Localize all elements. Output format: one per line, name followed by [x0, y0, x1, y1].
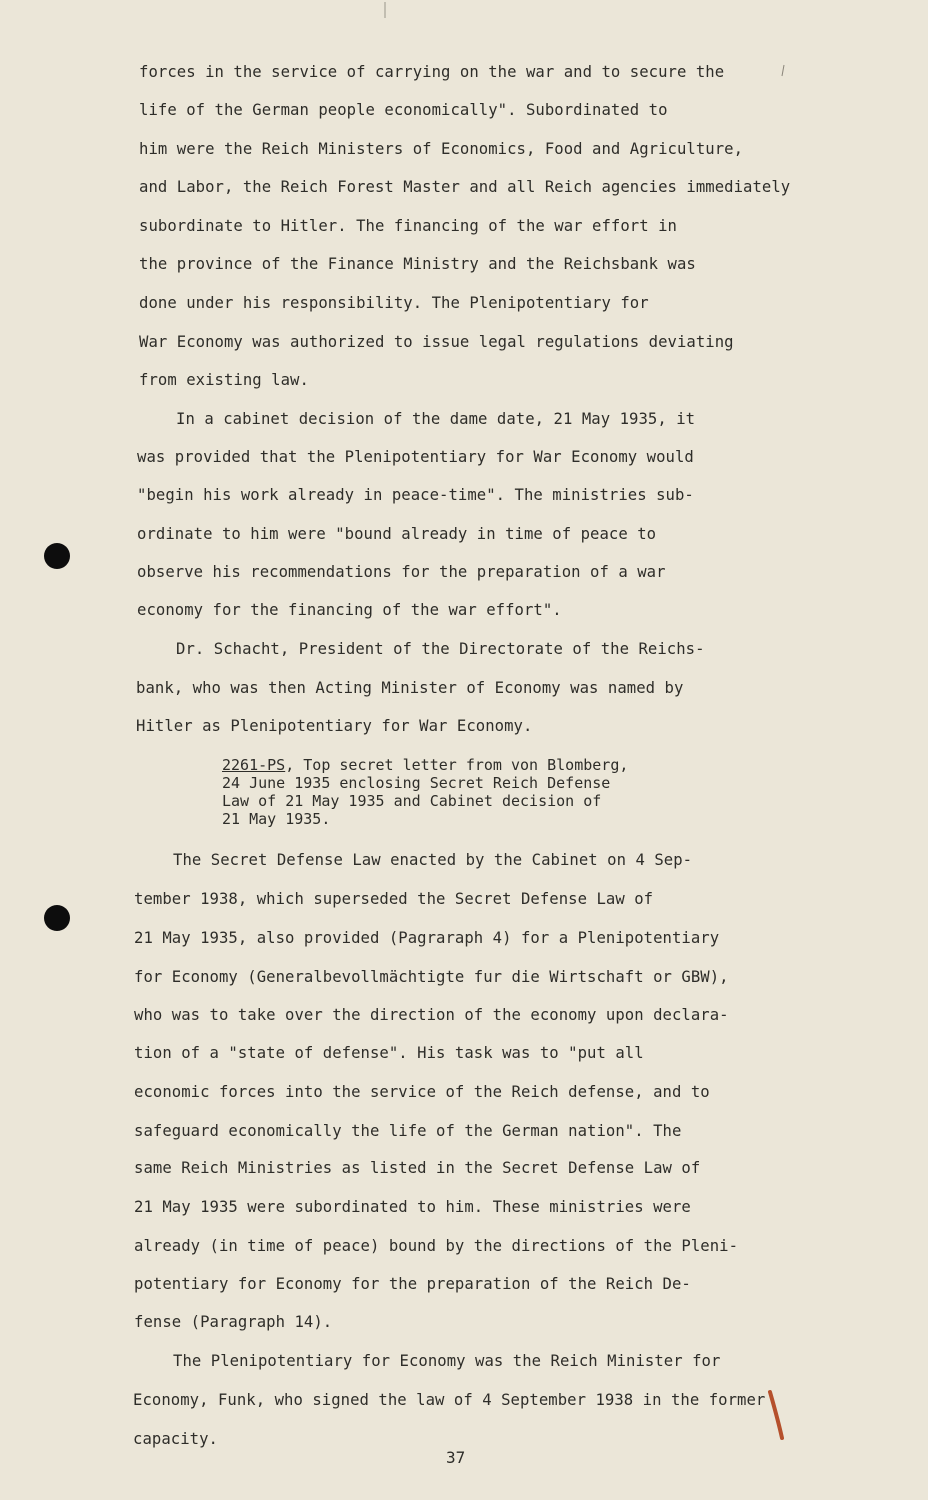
citation-line — [222, 757, 628, 774]
text-line: 21 May 1935, also provided (Pagraraph 4) for a Plenipotentiary — [134, 929, 720, 947]
text-line: Hitler as Plenipotentiary for War Economy. — [136, 717, 533, 735]
stray-mark — [382, 0, 388, 20]
text-line: fense (Paragraph 14). — [134, 1313, 333, 1331]
punch-hole — [44, 543, 70, 569]
text-line: subordinate to Hitler. The financing of the war effort in — [139, 217, 677, 235]
text-line: for Economy (Generalbevollmächtigte fur die Wirtschaft or GBW), — [134, 968, 729, 986]
text-line: tember 1938, which superseded the Secret Defense Law of — [134, 890, 654, 908]
text-line: The Secret Defense Law enacted by the Cabinet on 4 Sep- — [173, 851, 693, 869]
text-line: 21 May 1935 were subordinated to him. These ministries were — [134, 1198, 691, 1216]
stray-mark — [780, 64, 786, 78]
citation-line: Law of 21 May 1935 and Cabinet decision of — [222, 792, 602, 810]
text-line: War Economy was authorized to issue legal regulations deviating — [139, 333, 734, 351]
text-line: life of the German people economically". Subordinated to — [139, 101, 668, 119]
text-line: was provided that the Plenipotentiary for War Economy would — [137, 448, 694, 466]
text-line: potentiary for Economy for the preparation of the Reich De- — [134, 1275, 691, 1293]
citation-line: 21 May 1935. — [222, 810, 331, 828]
text-line: "begin his work already in peace-time". The ministries sub- — [137, 486, 694, 504]
document-id: 2261-PS — [222, 756, 286, 774]
text-line: him were the Reich Ministers of Economics, Food and Agriculture, — [139, 140, 744, 158]
text-line: from existing law. — [139, 371, 309, 389]
text-line: observe his recommendations for the preparation of a war — [137, 563, 666, 581]
page-number: 37 — [446, 1448, 466, 1467]
text-line: economic forces into the service of the Reich defense, and to — [134, 1083, 710, 1101]
text-line: tion of a "state of defense". His task was to "put all — [134, 1044, 644, 1062]
text-line: In a cabinet decision of the dame date, 21 May 1935, it — [176, 410, 696, 428]
text-line: safeguard economically the life of the German nation". The — [134, 1122, 682, 1140]
punch-hole — [44, 905, 70, 931]
text-line: bank, who was then Acting Minister of Economy was named by — [136, 679, 684, 697]
text-line: economy for the financing of the war effort". — [137, 601, 562, 619]
text-line: the province of the Finance Ministry and the Reichsbank was — [139, 255, 696, 273]
text-line: The Plenipotentiary for Economy was the Reich Minister for — [173, 1352, 721, 1370]
pencil-mark — [764, 1388, 790, 1448]
citation-text: , Top secret letter from von Blomberg, — [285, 756, 629, 774]
text-line: same Reich Ministries as listed in the Secret Defense Law of — [134, 1159, 701, 1177]
text-line: capacity. — [133, 1430, 218, 1448]
text-line: who was to take over the direction of the economy upon declara- — [134, 1006, 729, 1024]
text-line: ordinate to him were "bound already in time of peace to — [137, 525, 657, 543]
text-line: Dr. Schacht, President of the Directorate of the Reichs- — [176, 640, 705, 658]
text-line: and Labor, the Reich Forest Master and all Reich agencies immediately — [139, 178, 791, 196]
text-line: already (in time of peace) bound by the directions of the Pleni- — [134, 1237, 739, 1255]
text-line: done under his responsibility. The Plenipotentiary for — [139, 294, 649, 312]
text-line: Economy, Funk, who signed the law of 4 September 1938 in the former — [133, 1391, 766, 1409]
citation-line: 24 June 1935 enclosing Secret Reich Defense — [222, 774, 611, 792]
text-line: forces in the service of carrying on the war and to secure the — [139, 63, 725, 81]
